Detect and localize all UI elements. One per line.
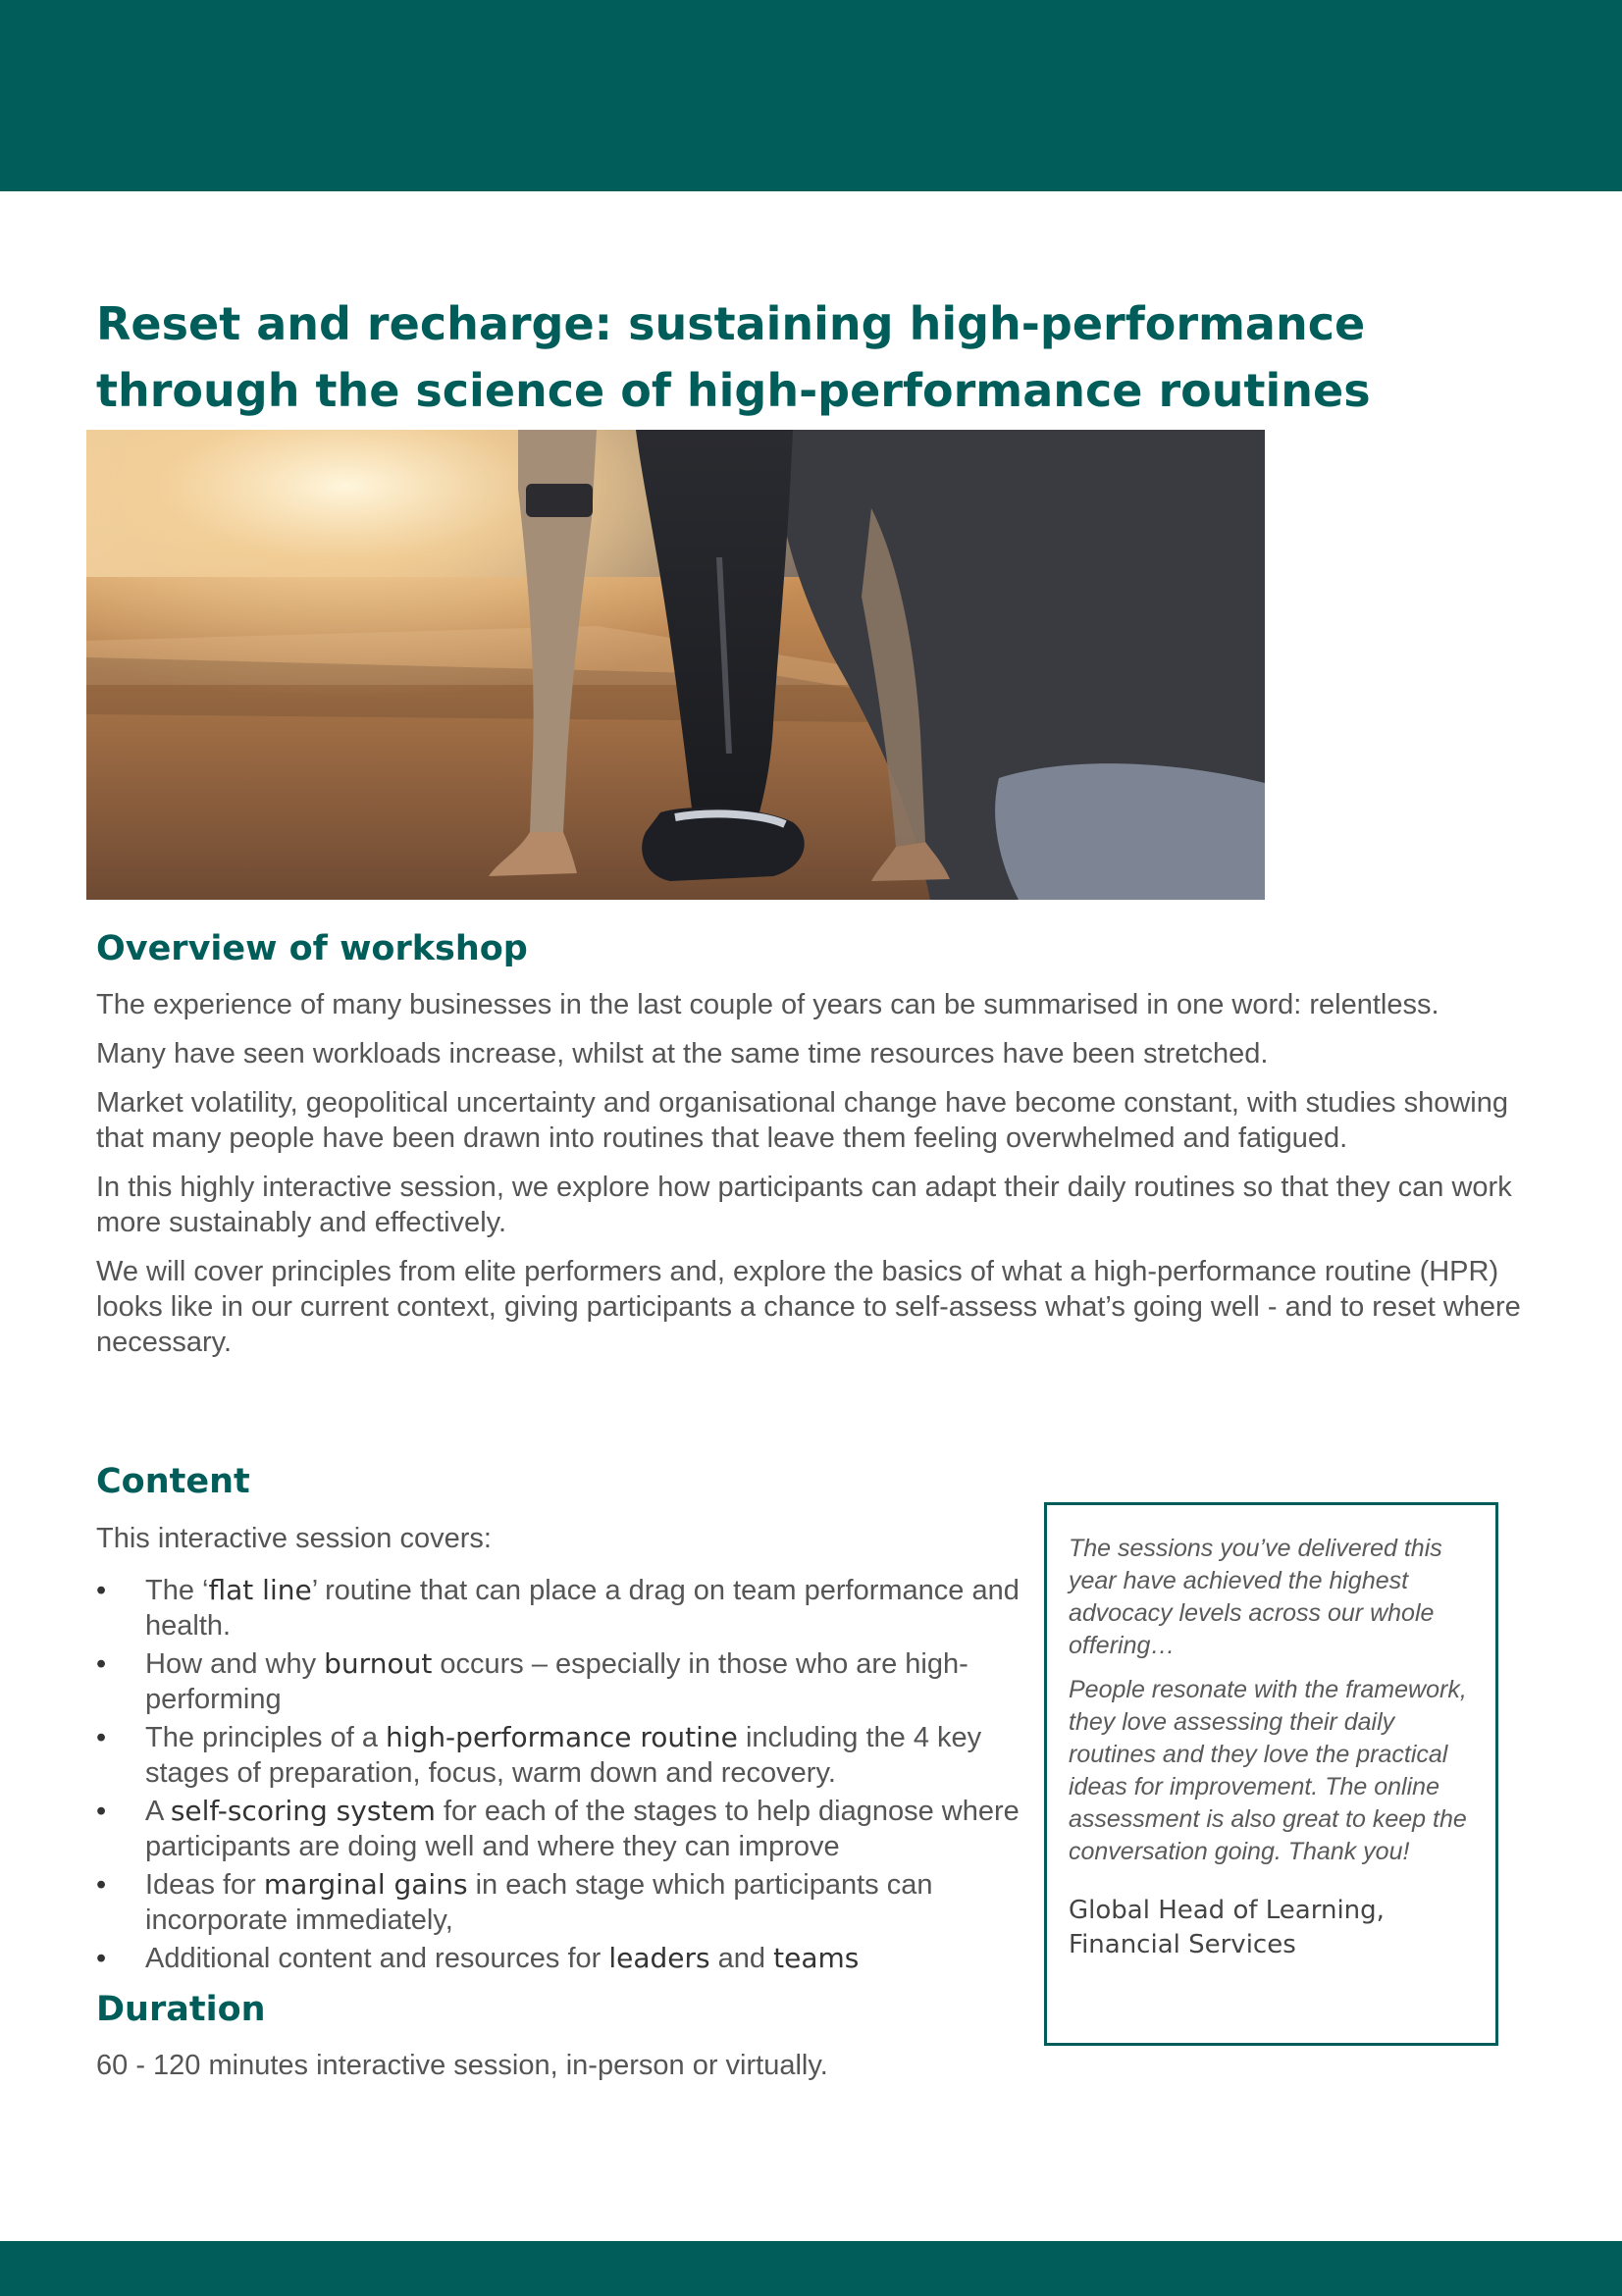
bullet-text: occurs – especially in those who are high-performing xyxy=(145,1648,968,1715)
bullet-text: The principles of a xyxy=(145,1722,387,1753)
bullet-keyword: teams xyxy=(773,1942,860,1974)
overview-paragraph: Market volatility, geopolitical uncertainty and organisational change have become constant, with studies showing that many people have been drawn into routines that leave them feeling overwhelmed and fatigued. xyxy=(96,1087,1509,1154)
list-item xyxy=(96,1794,1033,1864)
overview-paragraph: We will cover principles from elite performers and, explore the basics of what a high-performance routine (HPR) looks like in our current context, giving participants a chance to self-assess what’s going well - and to reset where necessary. xyxy=(96,1256,1521,1358)
bullet-text: The ‘ xyxy=(145,1575,209,1606)
bullet-text: Ideas for xyxy=(145,1869,264,1901)
page-title-line2: through the science of high-performance routines xyxy=(96,364,1371,417)
hero-photo xyxy=(86,430,1265,900)
bullet-keyword: marginal gains xyxy=(263,1868,468,1901)
duration-text: 60 - 120 minutes interactive session, in-person or virtually. xyxy=(96,2050,828,2081)
bullet-text: and xyxy=(709,1943,774,1974)
content-bullet-list xyxy=(96,1573,1033,1979)
footer-band xyxy=(0,2241,1622,2296)
header-band xyxy=(0,0,1622,191)
bullet-keyword: self-scoring system xyxy=(170,1795,436,1827)
list-item xyxy=(96,1941,1033,1976)
testimonial-quote: The sessions you’ve delivered this year have achieved the highest advocacy levels across our whole offering… xyxy=(1069,1535,1442,1659)
bullet-text: A xyxy=(145,1796,171,1827)
overview-heading: Overview of workshop xyxy=(96,929,528,968)
list-item xyxy=(96,1573,1033,1644)
bullet-text: How and why xyxy=(145,1648,325,1680)
overview-body xyxy=(96,987,1539,1374)
bullet-keyword: flat line xyxy=(208,1574,312,1606)
duration-heading: Duration xyxy=(96,1990,266,2029)
testimonial-box xyxy=(1044,1502,1498,2046)
list-item xyxy=(96,1720,1033,1791)
list-item xyxy=(96,1867,1033,1938)
bullet-keyword: leaders xyxy=(608,1942,710,1974)
runner-at-starting-line-icon xyxy=(86,430,1265,900)
bullet-text: in each stage which participants can incorporate immediately, xyxy=(145,1869,933,1936)
content-intro: This interactive session covers: xyxy=(96,1523,492,1554)
bullet-text: ’ routine that can place a drag on team performance and health. xyxy=(145,1575,1020,1642)
bullet-text: including the 4 key stages of preparation, focus, warm down and recovery. xyxy=(145,1722,982,1789)
content-heading: Content xyxy=(96,1462,250,1501)
bullet-keyword: high-performance routine xyxy=(386,1721,738,1753)
page-title-line1: Reset and recharge: sustaining high-performance xyxy=(96,297,1366,350)
bullet-text: Additional content and resources for xyxy=(145,1943,609,1974)
attribution-role: Global Head of Learning, xyxy=(1069,1896,1385,1925)
bullet-keyword: burnout xyxy=(324,1647,433,1680)
list-item xyxy=(96,1646,1033,1717)
bullet-text: for each of the stages to help diagnose where participants are doing well and where they can improve xyxy=(145,1796,1020,1862)
overview-paragraph: Many have seen workloads increase, whilst at the same time resources have been stretched. xyxy=(96,1038,1269,1070)
testimonial-attribution xyxy=(1069,1894,1474,1962)
page-title xyxy=(96,290,1490,424)
attribution-sector: Financial Services xyxy=(1069,1930,1296,1959)
overview-paragraph: The experience of many businesses in the last couple of years can be summarised in one word: relentless. xyxy=(96,989,1439,1020)
testimonial-quote: People resonate with the framework, they love assessing their daily routines and they love the practical ideas for improvement. The online assessment is also great to keep the conversation going. Thank you! xyxy=(1069,1676,1467,1865)
overview-paragraph: In this highly interactive session, we explore how participants can adapt their daily routines so that they can work more sustainably and effectively. xyxy=(96,1172,1512,1238)
